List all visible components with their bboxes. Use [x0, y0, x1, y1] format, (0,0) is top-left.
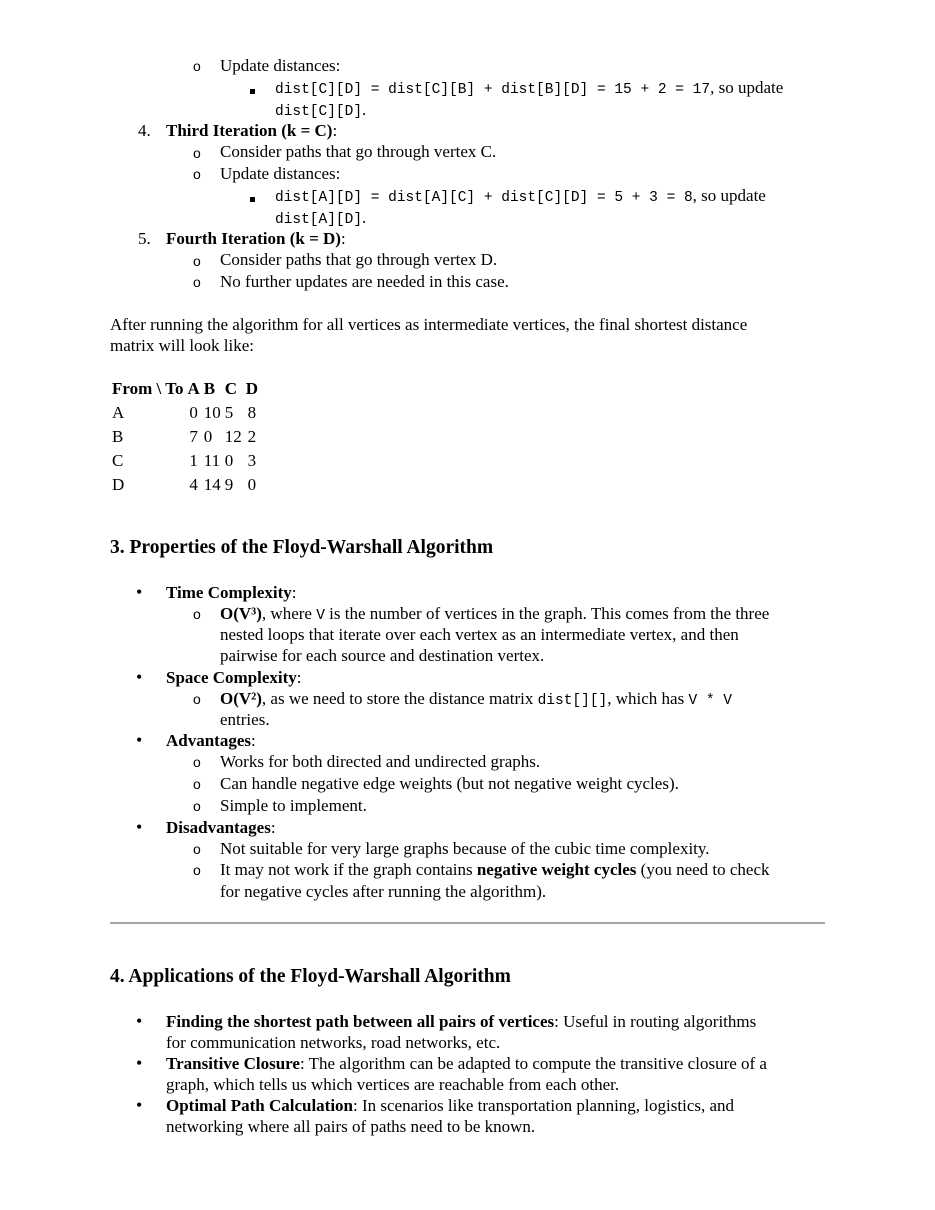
table-cell: 10	[203, 403, 221, 422]
text-span: , as we need to store the distance matrix	[261, 689, 538, 708]
table-cell: 1	[189, 451, 198, 470]
table-cell: 4	[189, 475, 198, 494]
text-span: .	[362, 100, 367, 119]
item-label: Advantages	[166, 731, 252, 750]
table-cell: 9	[224, 475, 234, 494]
code-text: V * V	[688, 693, 732, 709]
section-heading: 4. Applications of the Floyd-Warshall Algorithm	[110, 966, 511, 987]
text-span: : Useful in routing algorithms	[554, 1012, 757, 1031]
step-title: Third Iteration (k = C)	[166, 121, 333, 140]
list-item-heading	[166, 730, 256, 751]
distance-matrix-table	[110, 377, 260, 497]
text-span: :	[291, 583, 297, 602]
item-label: Optimal Path Calculation	[166, 1096, 354, 1115]
table-cell: A	[112, 403, 125, 422]
list-number: 4.	[138, 121, 151, 140]
list-item: Not suitable for very large graphs because of the cubic time complexity.	[220, 839, 710, 858]
list-bullet-circle: o	[193, 798, 201, 814]
paragraph-line: matrix will look like:	[110, 336, 255, 355]
list-item-continuation: pairwise for each source and destination vertex.	[220, 646, 545, 665]
list-item: Consider paths that go through vertex D.	[220, 250, 498, 269]
code-text: dist[][]	[537, 693, 608, 709]
code-text: dist[A][D] = dist[A][C] + dist[C][D] = 5 + 3 = 8	[275, 190, 693, 206]
list-item: Consider paths that go through vertex C.	[220, 142, 497, 161]
table-row	[110, 449, 260, 473]
table-row	[110, 425, 260, 449]
list-item: Can handle negative edge weights (but not negative weight cycles).	[220, 774, 679, 793]
big-o-notation: O(V³)	[220, 604, 262, 623]
text-span: is the number of vertices in the graph. This comes from the three	[324, 604, 770, 623]
item-label: Time Complexity	[166, 583, 292, 602]
list-bullet-circle: o	[193, 691, 201, 707]
text-span: It may not work if the graph contains	[220, 860, 477, 879]
list-bullet-circle: o	[193, 166, 201, 182]
list-bullet-square	[250, 78, 255, 99]
list-bullet-dot: •	[136, 730, 143, 750]
item-label: Space Complexity	[166, 668, 297, 687]
list-item	[220, 688, 732, 712]
text-span: , so update	[710, 78, 784, 97]
step-title: Fourth Iteration (k = D)	[166, 229, 341, 248]
table-cell: 14	[203, 475, 221, 494]
list-bullet-dot: •	[136, 1053, 143, 1073]
list-bullet-circle: o	[193, 274, 201, 290]
list-bullet-dot: •	[136, 817, 143, 837]
list-item-heading	[166, 120, 337, 141]
text-span: : In scenarios like transportation planning, logistics, and	[353, 1096, 735, 1115]
list-item-heading	[166, 582, 297, 603]
table-cell: 5	[224, 403, 234, 422]
item-label: Transitive Closure	[166, 1054, 300, 1073]
list-item-heading	[166, 228, 346, 249]
table-row	[110, 473, 260, 497]
list-item	[166, 1053, 767, 1074]
list-bullet-circle: o	[193, 145, 201, 161]
table-cell: C	[112, 451, 124, 470]
list-bullet-circle: o	[193, 606, 201, 622]
code-text: dist[C][D] = dist[C][B] + dist[B][D] = 15 + 2 = 17	[275, 82, 711, 98]
table-cell: B	[112, 427, 124, 446]
list-item	[220, 859, 770, 880]
table-header-cell: A	[187, 379, 200, 398]
list-item: Update distances:	[220, 56, 341, 75]
list-number: 5.	[138, 229, 151, 248]
list-item: No further updates are needed in this case.	[220, 272, 509, 291]
table-cell: 8	[247, 403, 257, 422]
list-item	[275, 77, 783, 101]
list-item	[275, 185, 766, 209]
list-bullet-circle: o	[193, 754, 201, 770]
text-span: : The algorithm can be adapted to compute the transitive closure of a	[299, 1054, 767, 1073]
table-cell: 0	[224, 451, 234, 470]
list-item-continuation: for communication networks, road networks, etc.	[166, 1033, 501, 1052]
table-cell: 2	[247, 427, 257, 446]
code-text: dist[C][D]	[275, 104, 363, 120]
text-span: , where	[261, 604, 317, 623]
text-span: (you need to check	[636, 860, 770, 879]
list-item	[166, 1095, 734, 1116]
list-item: Simple to implement.	[220, 796, 367, 815]
code-text: V	[316, 608, 325, 624]
big-o-notation: O(V²)	[220, 689, 262, 708]
list-bullet-square	[250, 186, 255, 207]
list-item-continuation: graph, which tells us which vertices are reachable from each other.	[166, 1075, 620, 1094]
text-span: , so update	[692, 186, 766, 205]
item-label: Finding the shortest path between all pairs of vertices	[166, 1012, 555, 1031]
list-bullet-dot: •	[136, 1095, 143, 1115]
item-label: Disadvantages	[166, 818, 271, 837]
text-span: :	[332, 121, 338, 140]
emphasis-text: negative weight cycles	[476, 860, 637, 879]
list-item	[166, 1011, 756, 1032]
text-span: , which has	[607, 689, 689, 708]
text-span: :	[270, 818, 276, 837]
table-cell: 0	[189, 403, 198, 422]
list-item: Update distances:	[220, 164, 341, 183]
paragraph-line: After running the algorithm for all vertices as intermediate vertices, the final shortest distance	[110, 315, 748, 334]
list-bullet-circle: o	[193, 841, 201, 857]
text-span: .	[362, 208, 367, 227]
list-bullet-dot: •	[136, 667, 143, 687]
table-cell: 12	[224, 427, 242, 446]
list-item-continuation: for negative cycles after running the algorithm).	[220, 882, 547, 901]
table-cell: D	[112, 475, 125, 494]
table-header-cell: C	[224, 379, 238, 398]
table-header-cell: D	[245, 379, 259, 398]
table-header-cell: B	[203, 379, 216, 398]
table-header-row	[110, 377, 260, 401]
list-bullet-circle: o	[193, 862, 201, 878]
list-item-continuation: nested loops that iterate over each vertex as an intermediate vertex, and then	[220, 625, 739, 644]
list-item-continuation: networking where all pairs of paths need to be known.	[166, 1117, 536, 1136]
table-cell: 7	[189, 427, 198, 446]
list-item: Works for both directed and undirected graphs.	[220, 752, 541, 771]
text-span: :	[296, 668, 302, 687]
list-bullet-circle: o	[193, 58, 201, 74]
code-text: dist[A][D]	[275, 212, 363, 228]
table-cell: 0	[203, 427, 213, 446]
list-item-continuation: entries.	[220, 710, 270, 729]
list-bullet-dot: •	[136, 582, 143, 602]
table-cell: 11	[203, 451, 221, 470]
section-heading: 3. Properties of the Floyd-Warshall Algorithm	[110, 537, 494, 558]
table-cell: 0	[247, 475, 257, 494]
text-span: :	[340, 229, 346, 248]
horizontal-divider	[110, 922, 825, 924]
table-cell: 3	[247, 451, 257, 470]
list-bullet-circle: o	[193, 253, 201, 269]
list-item-heading	[166, 817, 276, 838]
text-span: :	[251, 731, 256, 750]
table-row	[110, 401, 260, 425]
table-header-cell: From \ To	[112, 379, 184, 398]
list-item-heading	[166, 667, 302, 688]
list-bullet-dot: •	[136, 1011, 143, 1031]
list-bullet-circle: o	[193, 776, 201, 792]
